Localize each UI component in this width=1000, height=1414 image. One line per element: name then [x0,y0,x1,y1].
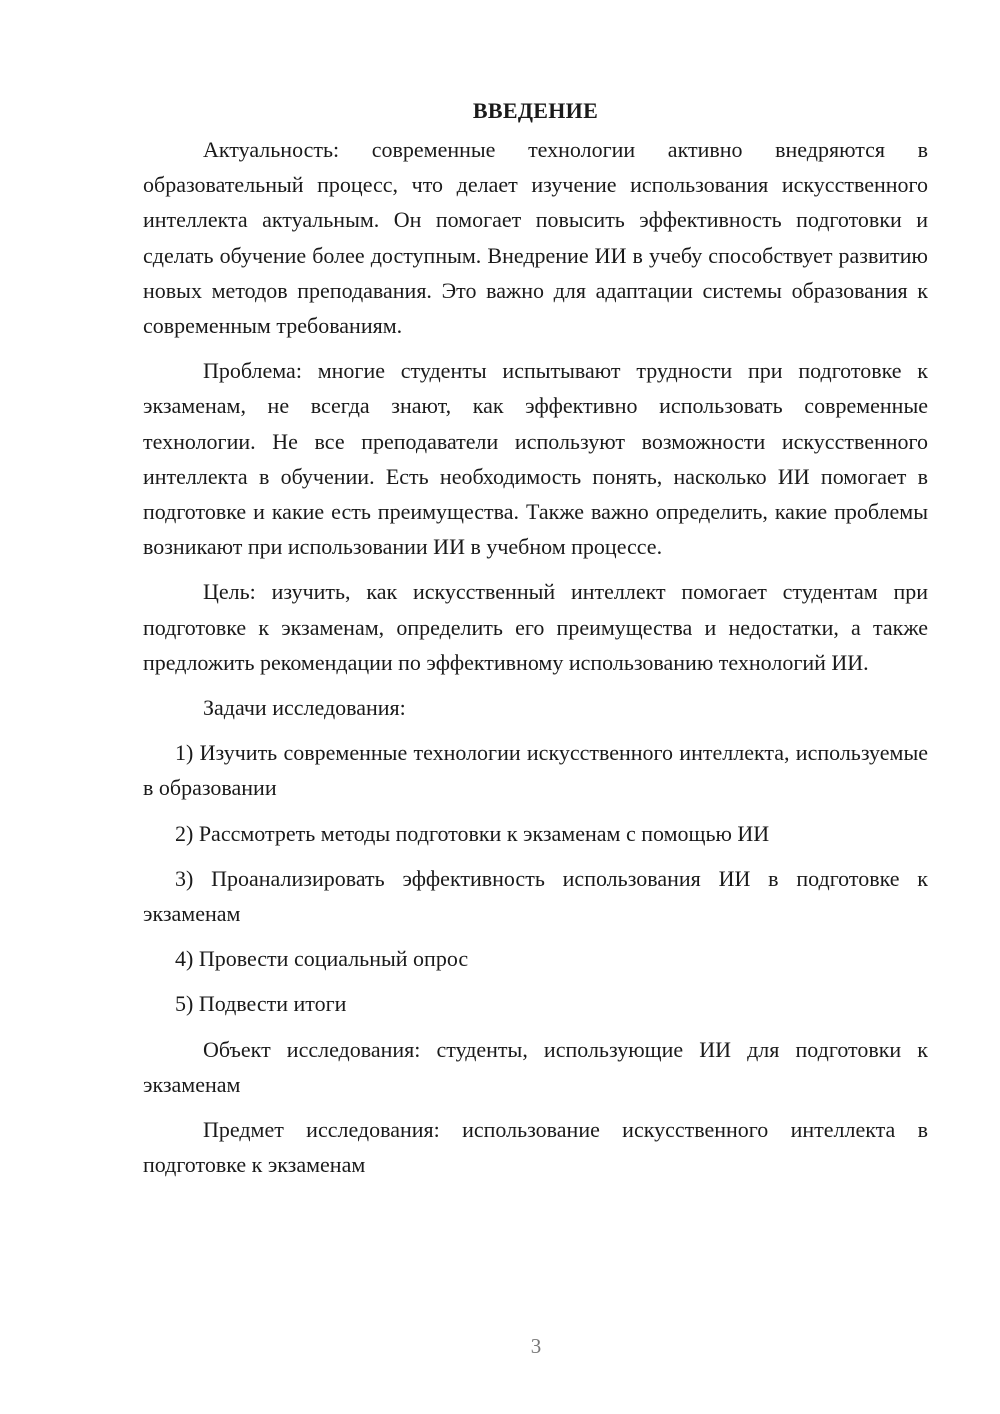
task-item-5: 5) Подвести итоги [175,991,347,1017]
task-item-3: 3) Проанализировать эффективность использования ИИ в подготовке к экзаменам [143,865,928,927]
tasks-heading: Задачи исследования: [203,695,406,721]
section-title: ВВЕДЕНИЕ [472,98,599,123]
research-subject-paragraph: Предмет исследования: использование искусственного интеллекта в подготовке к экзаменам [143,1117,928,1178]
page-number: 3 [530,1334,542,1358]
task-item-4: 4) Провести социальный опрос [175,946,469,972]
document-body [143,96,928,1192]
task-item-1: 1) Изучить современные технологии искусственного интеллекта, используемые в образовании [143,740,928,801]
goal-paragraph: Цель: изучить, как искусственный интеллект помогает студентам при подготовке к экзаменам, определить его преимущества и недостатки, а также предложить рекомендации по эффективному использованию технологий ИИ. [143,579,928,675]
relevance-paragraph: Актуальность: современные технологии активно внедряются в образовательный процесс, что делает изучение использования искусственного интеллекта актуальным. Он помогает повысить эффективность подготовки и сделать обучение более доступным. Внедрение ИИ в учебу способствует развитию новых методов преподавания. Это важно для адаптации системы образования к современным требованиям. [143,137,928,339]
research-object-paragraph: Объект исследования: студенты, использующие ИИ для подготовки к экзаменам [143,1036,928,1097]
problem-paragraph: Проблема: многие студенты испытывают трудности при подготовке к экзаменам, не всегда знают, как эффективно использовать современные технологии. Не все преподаватели используют возможности искусственного интеллекта в обучении. Есть необходимость понять, насколько ИИ помогает в подготовке и какие есть преимущества. Также важно определить, какие проблемы возникают при использовании ИИ в учебном процессе. [143,358,928,560]
task-item-2: 2) Рассмотреть методы подготовки к экзаменам с помощью ИИ [175,820,770,846]
